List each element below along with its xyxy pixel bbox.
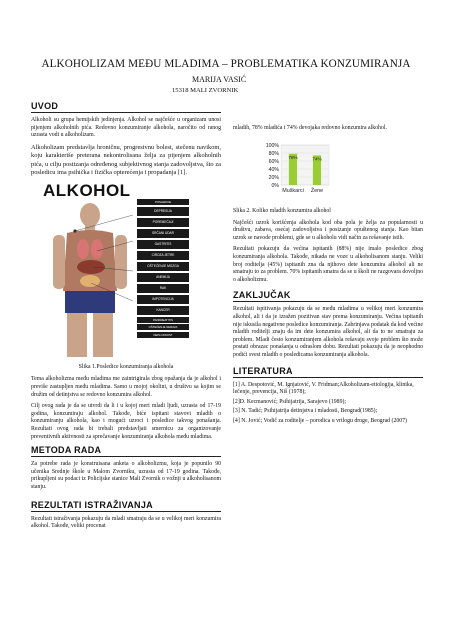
section-heading-rezultati: REZULTATI ISTRAŽIVANJA [31, 500, 221, 512]
author-affiliation: 15318 MALI ZVORNIK [172, 87, 239, 94]
reference-4: [4] N. Jović; Vodič za roditelje – porodica u vrtlogu droge, Beograd (2007) [233, 417, 407, 424]
poster-label: ANEMIJA [137, 273, 189, 283]
paragraph-rezultati: Rezultati istraživanja pokazuju da mladi smatraju da se u velikoj meri konzumira alkohol. Takođe, veliki procenat [31, 515, 221, 530]
poster-title: ALKOHOL [43, 181, 131, 201]
paragraph-zakljucak: Rezultati ispitivanja pokazuju da se među mladima u velikoj meri konzumira alkohol, ali i da je izražen pozitivan stav prema konzumiranju. Većina ispitanih nije iskusila negativne posledice konzumiranja. Zabrinjava podatak da kod većine mladih roditelji znaju da im dete konzumira alkohol, ali da to ne smatraju za problem. Mladi često konzumiranjem alkohola rešavaju svoje problem što može postati obrazac ponašanja u odraslom dobu. Rezultati pokazuju da je neophodno podići svest mladih o posledicama konzumiranja alkohola. [233, 306, 423, 358]
figure-alcohol-poster [37, 181, 193, 361]
section-heading-uvod: UVOD [31, 101, 221, 113]
poster-label: DEPRESIJA [137, 207, 189, 217]
right-column [233, 125, 423, 427]
chart-y-tick-label: 0% [271, 182, 279, 189]
poster-label: CIROZA JETRE [137, 251, 189, 261]
chart-y-tick-label: 20% [268, 174, 279, 181]
reference-3: [3] N. Tadić; Psihijatrija detinjstva i mladosti, Beograd(1985); [233, 408, 378, 415]
bar-chart-alcohol-consumption [261, 141, 331, 197]
chart-data-label: 74% [312, 155, 322, 161]
author-name: MARIJA VASIĆ [192, 75, 247, 84]
chart-y-tick-label: 40% [268, 166, 279, 173]
paragraph-causes: Najčešći uzrok korišćenja alkohola kod oba pola je želja za popularnosti u društvu, zabava, osećaj zadovoljstva i posizanje opuštenog stanja. Kao bitan uzrok se navode problemi, gde se u alkoholu vidi način za rešavanje istih. [233, 219, 423, 241]
poster-label: RAK [137, 284, 189, 294]
left-column [31, 101, 221, 535]
poster-label: POREMEĆAJI [137, 218, 189, 228]
section-heading-literatura: LITERATURA [233, 366, 423, 378]
chart-category-label: Muškarci [282, 187, 304, 194]
poster-label: KANCER [137, 306, 189, 316]
poster-label: PANKREATITIS [137, 317, 189, 323]
paragraph-uvod-1: Alkoholi su grupa hemijskih jedinjenja. Alkohol se najčešće u organizam unosi pijenjem alkoholnih pića. Redovno konzumiranje alkohola, naročito od ranog uzrasta vodi u alkoholizam. [31, 117, 221, 139]
paragraph-goal: Cilj ovog rada je da se utvrdi da li i u kojoj meri mladi ljudi, uzrasta od 17-19 godina, konzumiraju alkohol. Takođe, biće ispitani stavovi mladih o konzumiranju alkohola, kao i mogući uzroci i posledice takvog ponašanja. Rezultati ovog rada bi trebali predstavljati smernicu za organizovanje preventivnih aktivnosti za sprečavanje konzumiranja alkohola među mladima. [31, 403, 221, 440]
chart-plot-area [281, 145, 329, 185]
section-heading-metoda: METODA RADA [31, 445, 221, 457]
poster-label: IMPOTENCIJA [137, 295, 189, 305]
paragraph-motivation: Tema alkoholizma među mladima me zaintrigirala zbog opažanja da je alkohol i previše zastupljen među mladima. Samo u mojoj okolini, u društvu sa kojim se družim od detinjstva se redovno konzumira alkohol. [31, 376, 221, 398]
poster-label: NEPLODNOST [137, 332, 189, 338]
poster-label: SRČANI UDAR [137, 229, 189, 239]
chart-y-tick-label: 100% [265, 142, 279, 149]
poster-label: POSLEDICE [137, 199, 189, 205]
reference-2: [2]D. Kecmanović; Psihijatrija, Sarajevo (1989); [233, 398, 347, 405]
chart-category-label: Žene [310, 187, 324, 194]
chart-y-tick-label: 80% [268, 150, 279, 157]
poster-label: GASTRITIS [137, 240, 189, 250]
chart-data-label: 78% [288, 154, 298, 160]
reference-1: [1] A. Despotović, M. Ignjatović, V. Fridman;Alkoholizam-etiologija, klinika, lečenje, prevencija, Niš (1978); [233, 381, 414, 396]
paragraph-results-continued: mladih, 78% mladića i 74% devojaka redovno konzumira alkohol. [233, 125, 387, 131]
paragraph-consequences: Rezultati pokazuju da većina ispitanih (88%) nije imalo posledice zbog konzumiranja alkohola. Takođe, nikada ne voze u alkoholisanom stanju. Veliki broj roditelja (45%) ispitanih zna da njihovo dete konzumira alkohol ali ne smatraju to za problem. 70% ispitanih smatra da se u školi ne razgovara dovoljno o alkoholizmu. [233, 246, 423, 283]
paragraph-metoda: Za potrebe rada je konstruisana anketa o alkoholizmu, koja je popunilo 90 učenika Srednje škole u Malom Zvorniku, uzrasta od 17-19 godina. Takođe, prikupljeni su podaci iz Policijske stanice Mali Zvornik o vožnji u alkoholisanom stanju. [31, 461, 221, 490]
paragraph-uvod-2: Alkoholizam predstavlja hroničnu, progresivnu bolest, stečenu navikom, koju karakteriše preterana nekontrolisana želja za pijenjem alkoholnih pića, u cilju postizanja određenog subjektivnog stanja zadovoljstva, što za posledicu ima psihička i fizička opterećenja i propadanja [1]. [31, 143, 221, 176]
poster-label: OŠTEĆENJE MOZGA [137, 262, 189, 272]
paper-title: ALKOHOLIZAM MEĐU MLADIMA – PROBLEMATIKA KONZUMIRANJA [41, 58, 411, 70]
figure-1-caption: Slika 1.Posledice konzumiranja alkohola [78, 364, 174, 371]
chart-y-tick-label: 60% [268, 158, 279, 165]
human-anatomy-figure [47, 201, 133, 359]
poster-label: OŠTEĆENJE NERAVA [137, 324, 189, 330]
figure-2-caption: Slika 2. Koliko mladih konzumira alkohol [233, 207, 331, 214]
poster-label-list [137, 199, 193, 339]
section-heading-zakljucak: ZAKLJUČAK [233, 290, 423, 302]
